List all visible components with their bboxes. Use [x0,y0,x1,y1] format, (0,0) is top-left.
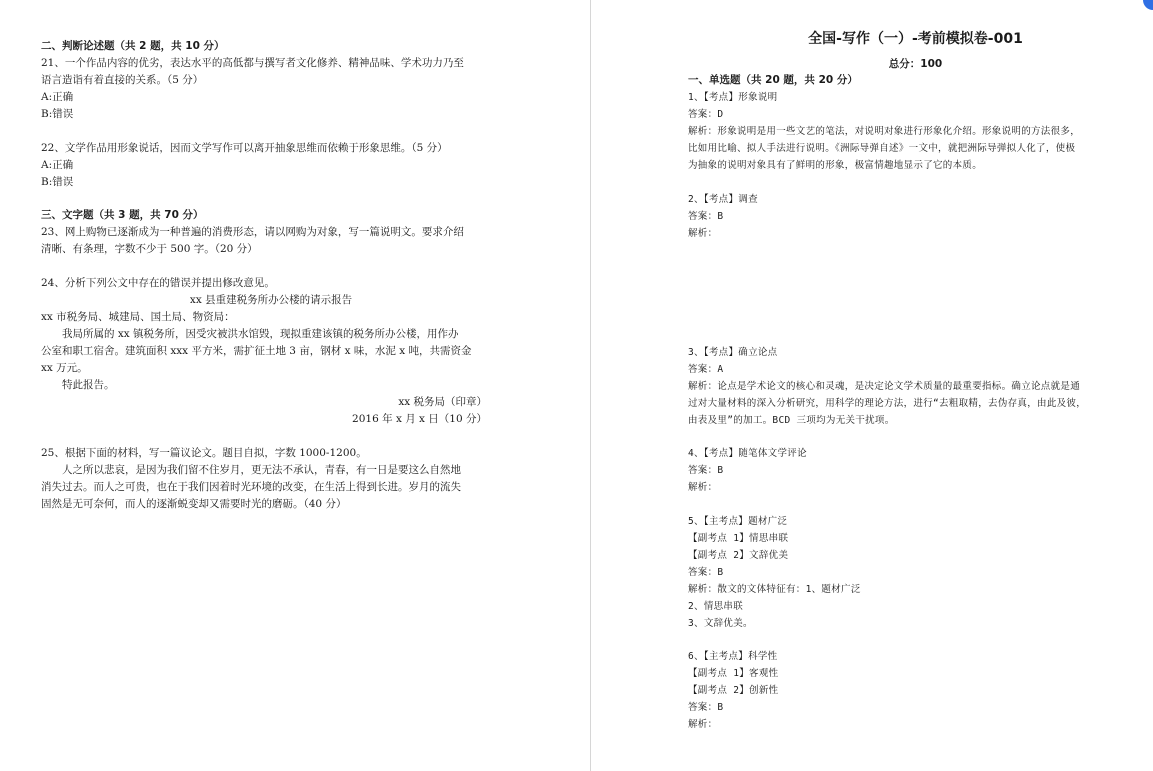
answer-4-explanation: 解析： [688,482,718,493]
answer-1-explanation-3: 为抽象的说明对象具有了鲜明的形象，极富情趣地显示了它的本质。 [688,160,983,171]
page-divider [590,0,591,771]
answer-5-subtopic-1: 【副考点 1】情思串联 [688,533,789,544]
answer-3-explanation-3: 由表及里”的加工。BCD 三项均为无关干扰项。 [688,415,895,426]
question-25-line-2: 人之所以悲哀，是因为我们留不住岁月，更无法不承认，青春，有一日是要这么自然地 [62,464,461,476]
section-heading-single-choice: 一、单选题（共 20 题，共 20 分） [688,74,858,86]
question-22-option-a: A:正确 [41,159,74,171]
answer-5-subtopic-2: 【副考点 2】文辞优美 [688,550,789,561]
question-24-body-line-1: 我局所属的 xx 镇税务所，因受灾被洪水馆毁，现拟重建该镇的税务所办公楼，用作办 [62,328,459,340]
section-heading-judgement: 二、判断论述题（共 2 题，共 10 分） [41,40,225,52]
answer-1-topic: 1、【考点】形象说明 [688,92,778,103]
total-score: 总分：100 [888,58,943,70]
answer-4-answer: 答案：B [688,465,724,476]
answer-3-explanation-2: 过对大量材料的深入分析研究，用科学的理论方法，进行“去粗取精，去伪存真，由此及彼， [688,398,1087,409]
answer-4-topic: 4、【考点】随笔体文学评论 [688,448,807,459]
answer-3-topic: 3、【考点】确立论点 [688,347,778,358]
exam-title: 全国-写作（一）-考前模拟卷-001 [808,31,1023,47]
question-24-body-line-3: xx 万元。 [41,362,88,374]
question-21-line-2: 语言造诣有着直接的关系。（5 分） [41,74,204,86]
answer-6-answer: 答案：B [688,702,724,713]
question-21-option-a: A:正确 [41,91,74,103]
question-23-line-1: 23、网上购物已逐渐成为一种普遍的消费形态，请以网购为对象，写一篇说明文。要求介绍 [41,226,464,238]
question-22-line-1: 22、文学作品用形象说话，因而文学写作可以离开抽象思维而依赖于形象思维。（5 分） [41,142,448,154]
answer-1-explanation-2: 比如用比喻、拟人手法进行说明。《洲际导弹自述》一文中，就把洲际导弹拟人化了，使极 [688,143,1076,154]
answer-1-explanation-1: 解析：形象说明是用一些文艺的笔法，对说明对象进行形象化介绍。形象说明的方法很多， [688,126,1081,137]
question-24-line-1: 24、分析下列公文中存在的错误并提出修改意见。 [41,277,275,289]
answer-5-answer: 答案：B [688,567,724,578]
question-21-line-1: 21、一个作品内容的优劣，表达水平的高低都与撰写者文化修养、精神品味、学术功力乃至 [41,57,464,69]
section-heading-writing: 三、文字题（共 3 题，共 70 分） [41,209,204,221]
answer-5-explanation-2: 2、情思串联 [688,601,744,612]
question-24-body-line-2: 公室和职工宿舍。建筑面积 xxx 平方米，需扩征土地 3 亩，钢材 x 味，水泥 x 吨，共需资金 [41,345,472,357]
answer-3-explanation-1: 解析：论点是学术论文的核心和灵魂，是决定论文学术质量的最重要指标。确立论点就是通 [688,381,1081,392]
answer-1-answer: 答案：D [688,109,724,120]
answer-5-explanation-3: 3、文辞优美。 [688,618,753,629]
question-21-option-b: B:错误 [41,108,74,120]
question-25-line-1: 25、根据下面的材料，写一篇议论文。题目自拟，字数 1000-1200。 [41,447,367,459]
answer-3-answer: 答案：A [688,364,724,375]
question-24-closing: 特此报告。 [62,379,115,391]
answer-5-topic: 5、【主考点】题材广泛 [688,516,788,527]
answer-6-topic: 6、【主考点】科学性 [688,651,778,662]
answer-6-subtopic-2: 【副考点 2】创新性 [688,685,779,696]
question-25-line-4: 固然是无可奈何，而人的逐渐蜕变却又需要时光的磨砺。（40 分） [41,498,347,510]
question-25-line-3: 消失过去。而人之可贵，也在于我们因着时光环境的改变，在生活上得到长进。岁月的流失 [41,481,461,493]
corner-badge[interactable] [1143,0,1153,10]
question-24-signature: xx 税务局（印章） [398,396,487,408]
answer-6-subtopic-1: 【副考点 1】客观性 [688,668,779,679]
question-22-option-b: B:错误 [41,176,74,188]
question-24-date: 2016 年 x 月 x 日（10 分） [352,413,487,425]
question-24-document-title: xx 县重建税务所办公楼的请示报告 [189,294,353,306]
answer-2-explanation: 解析： [688,228,718,239]
answer-6-explanation: 解析： [688,719,718,730]
answer-2-topic: 2、【考点】调查 [688,194,758,205]
answer-5-explanation-1: 解析：散文的文体特征有：1、题材广泛 [688,584,861,595]
question-24-recipients: xx 市税务局、城建局、国土局、物资局： [41,311,235,323]
answer-2-answer: 答案：B [688,211,724,222]
question-23-line-2: 清晰、有条理，字数不少于 500 字。（20 分） [41,243,258,255]
